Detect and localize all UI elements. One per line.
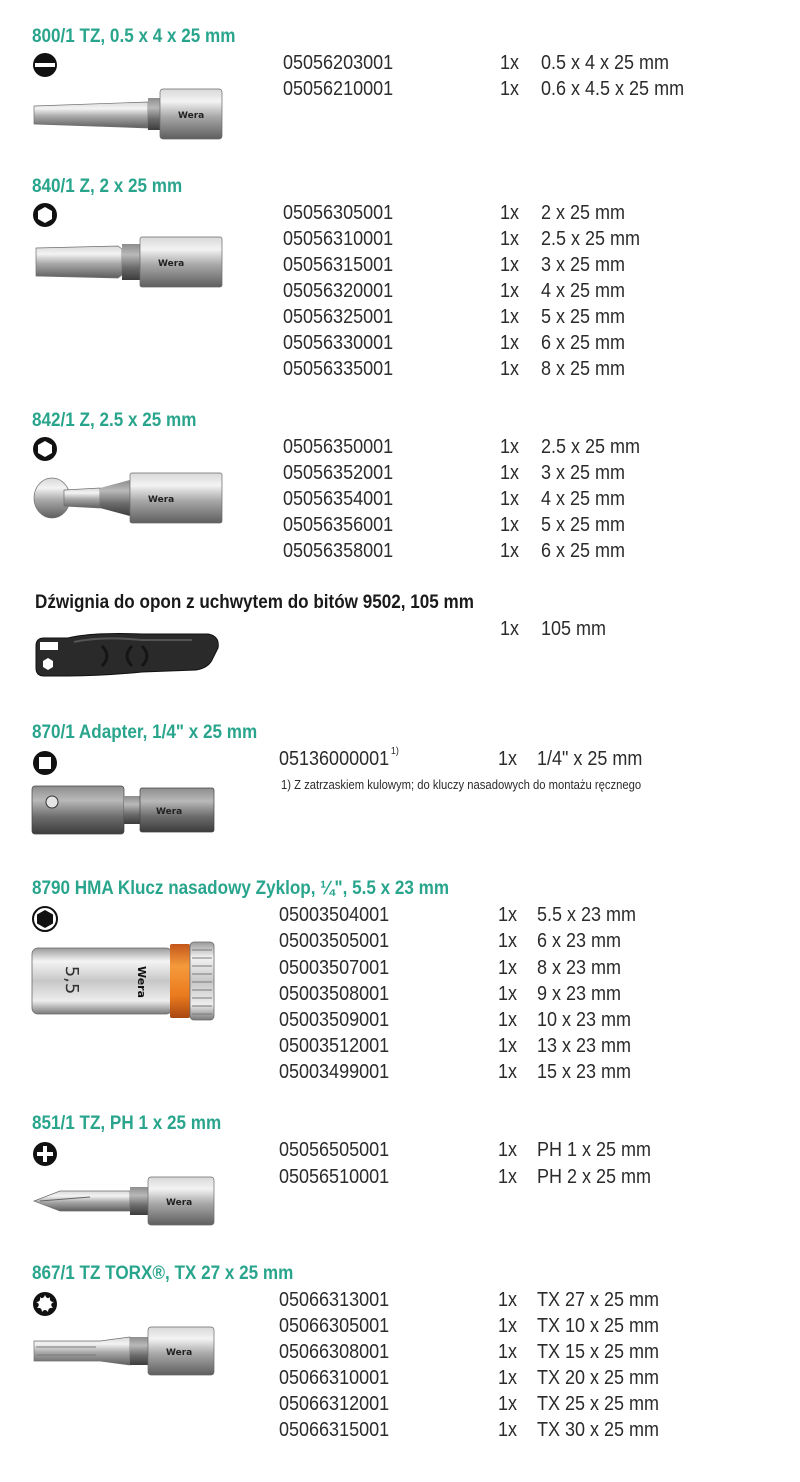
quantity: 1x bbox=[498, 1289, 518, 1311]
article-number: 05056505001 bbox=[279, 1139, 390, 1161]
size-spec: 13 x 23 mm bbox=[537, 1035, 632, 1057]
socket-size-marking: 5,5 bbox=[61, 965, 82, 995]
table-row bbox=[0, 52, 800, 78]
size-spec: 6 x 23 mm bbox=[537, 930, 622, 952]
size-spec: PH 2 x 25 mm bbox=[537, 1166, 652, 1188]
wera-logo: Wera bbox=[158, 259, 185, 269]
quantity: 1x bbox=[500, 52, 520, 74]
article-number: 05056352001 bbox=[283, 462, 394, 484]
table-row bbox=[0, 1035, 800, 1061]
quantity: 1x bbox=[500, 332, 520, 354]
size-spec: 1/4" x 25 mm bbox=[537, 748, 643, 770]
quantity: 1x bbox=[498, 904, 518, 926]
quantity: 1x bbox=[498, 1009, 518, 1031]
section-title: Dźwignia do opon z uchwytem do bitów 9502, 105 mm bbox=[35, 592, 474, 613]
table-row bbox=[0, 1166, 800, 1192]
article-number: 05056510001 bbox=[279, 1166, 390, 1188]
quantity: 1x bbox=[500, 78, 520, 100]
table-row bbox=[0, 904, 800, 930]
table-row bbox=[0, 332, 800, 358]
wera-logo: Wera bbox=[156, 807, 183, 817]
article-number: 05003508001 bbox=[279, 983, 390, 1005]
table-row bbox=[0, 280, 800, 306]
section-title: 867/1 TZ TORX®, TX 27 x 25 mm bbox=[32, 1263, 294, 1284]
size-spec: PH 1 x 25 mm bbox=[537, 1139, 652, 1161]
table-row bbox=[0, 358, 800, 384]
size-spec: 8 x 23 mm bbox=[537, 957, 622, 979]
table-row bbox=[0, 983, 800, 1009]
quantity: 1x bbox=[498, 1061, 518, 1083]
article-number: 05056310001 bbox=[283, 228, 394, 250]
article-number: 05003504001 bbox=[279, 904, 390, 926]
wera-logo: Wera bbox=[178, 111, 205, 121]
size-spec: 4 x 25 mm bbox=[541, 280, 626, 302]
table-row bbox=[0, 514, 800, 540]
size-spec: 10 x 23 mm bbox=[537, 1009, 632, 1031]
size-spec: 6 x 25 mm bbox=[541, 540, 626, 562]
table-row bbox=[0, 228, 800, 254]
adapter-image bbox=[30, 782, 220, 838]
quantity: 1x bbox=[500, 436, 520, 458]
wera-logo: Wera bbox=[166, 1348, 193, 1358]
table-row bbox=[0, 488, 800, 514]
wera-logo: Wera bbox=[166, 1198, 193, 1208]
quantity: 1x bbox=[500, 306, 520, 328]
quantity: 1x bbox=[498, 983, 518, 1005]
article-number: 05003499001 bbox=[279, 1061, 390, 1083]
table-row bbox=[0, 618, 800, 644]
quantity: 1x bbox=[500, 254, 520, 276]
quantity: 1x bbox=[498, 748, 518, 770]
wera-logo: Wera bbox=[135, 965, 148, 999]
size-spec: TX 30 x 25 mm bbox=[537, 1419, 660, 1441]
size-spec: 3 x 25 mm bbox=[541, 254, 626, 276]
article-number: 05056358001 bbox=[283, 540, 394, 562]
quantity: 1x bbox=[500, 358, 520, 380]
quantity: 1x bbox=[498, 1139, 518, 1161]
article-number: 05066312001 bbox=[279, 1393, 390, 1415]
size-spec: 6 x 25 mm bbox=[541, 332, 626, 354]
section-title: 870/1 Adapter, 1/4" x 25 mm bbox=[32, 722, 258, 743]
article-number: 05003505001 bbox=[279, 930, 390, 952]
article-number: 05066305001 bbox=[279, 1315, 390, 1337]
size-spec: 3 x 25 mm bbox=[541, 462, 626, 484]
table-row bbox=[0, 957, 800, 983]
article-number: 05056330001 bbox=[283, 332, 394, 354]
article-number: 05056356001 bbox=[283, 514, 394, 536]
article-number: 05003509001 bbox=[279, 1009, 390, 1031]
table-row bbox=[0, 1061, 800, 1087]
article-number: 05066315001 bbox=[279, 1419, 390, 1441]
section-title: 851/1 TZ, PH 1 x 25 mm bbox=[32, 1113, 222, 1134]
table-row bbox=[0, 1367, 800, 1393]
size-spec: 15 x 23 mm bbox=[537, 1061, 632, 1083]
table-row bbox=[0, 202, 800, 228]
article-number: 05056350001 bbox=[283, 436, 394, 458]
size-spec: 2.5 x 25 mm bbox=[541, 436, 641, 458]
article-number: 05056320001 bbox=[283, 280, 394, 302]
article-number: 05056210001 bbox=[283, 78, 394, 100]
section-title: 800/1 TZ, 0.5 x 4 x 25 mm bbox=[32, 26, 236, 47]
footnote-mark: 1) bbox=[390, 746, 399, 757]
table-row bbox=[0, 462, 800, 488]
article-number: 05066308001 bbox=[279, 1341, 390, 1363]
size-spec: 5 x 25 mm bbox=[541, 306, 626, 328]
article-number: 05056354001 bbox=[283, 488, 394, 510]
size-spec: 0.5 x 4 x 25 mm bbox=[541, 52, 670, 74]
article-number: 05056203001 bbox=[283, 52, 394, 74]
quantity: 1x bbox=[498, 1393, 518, 1415]
table-row bbox=[0, 1289, 800, 1315]
table-row bbox=[0, 540, 800, 566]
table-row bbox=[0, 254, 800, 280]
size-spec: 9 x 23 mm bbox=[537, 983, 622, 1005]
table-row bbox=[0, 436, 800, 462]
article-number: 05003507001 bbox=[279, 957, 390, 979]
article-number: 05003512001 bbox=[279, 1035, 390, 1057]
size-spec: 8 x 25 mm bbox=[541, 358, 626, 380]
quantity: 1x bbox=[500, 488, 520, 510]
quantity: 1x bbox=[498, 1166, 518, 1188]
table-row bbox=[0, 1341, 800, 1367]
article-number: 05056305001 bbox=[283, 202, 394, 224]
size-spec: TX 25 x 25 mm bbox=[537, 1393, 660, 1415]
quantity: 1x bbox=[500, 462, 520, 484]
table-row bbox=[0, 1393, 800, 1419]
table-row bbox=[0, 1139, 800, 1165]
section-title: 842/1 Z, 2.5 x 25 mm bbox=[32, 410, 197, 431]
size-spec: 2 x 25 mm bbox=[541, 202, 626, 224]
size-spec: TX 15 x 25 mm bbox=[537, 1341, 660, 1363]
quantity: 1x bbox=[500, 202, 520, 224]
article-number bbox=[279, 748, 399, 771]
size-spec: 2.5 x 25 mm bbox=[541, 228, 641, 250]
size-spec: 5 x 25 mm bbox=[541, 514, 626, 536]
article-number: 05056335001 bbox=[283, 358, 394, 380]
size-spec: TX 10 x 25 mm bbox=[537, 1315, 660, 1337]
table-row bbox=[0, 306, 800, 332]
size-spec: TX 20 x 25 mm bbox=[537, 1367, 660, 1389]
quantity: 1x bbox=[498, 1315, 518, 1337]
section-title: 8790 HMA Klucz nasadowy Zyklop, ¼", 5.5 x 23 mm bbox=[32, 878, 450, 899]
quantity: 1x bbox=[498, 930, 518, 952]
quantity: 1x bbox=[500, 228, 520, 250]
quantity: 1x bbox=[500, 514, 520, 536]
section-title: 840/1 Z, 2 x 25 mm bbox=[32, 176, 183, 197]
quantity: 1x bbox=[500, 540, 520, 562]
article-number: 05056315001 bbox=[283, 254, 394, 276]
size-spec: 105 mm bbox=[541, 618, 607, 640]
article-number: 05056325001 bbox=[283, 306, 394, 328]
quantity: 1x bbox=[498, 1341, 518, 1363]
article-number: 05066313001 bbox=[279, 1289, 390, 1311]
table-row bbox=[0, 748, 800, 774]
quantity: 1x bbox=[500, 280, 520, 302]
table-row bbox=[0, 1419, 800, 1445]
size-spec: TX 27 x 25 mm bbox=[537, 1289, 660, 1311]
quantity: 1x bbox=[498, 1367, 518, 1389]
article-number: 05066310001 bbox=[279, 1367, 390, 1389]
footnote: 1) Z zatrzaskiem kulowym; do kluczy nasadowych do montażu ręcznego bbox=[281, 778, 642, 792]
table-row bbox=[0, 930, 800, 956]
table-row bbox=[0, 1009, 800, 1035]
quantity: 1x bbox=[498, 1035, 518, 1057]
size-spec: 5.5 x 23 mm bbox=[537, 904, 637, 926]
table-row bbox=[0, 78, 800, 104]
quantity: 1x bbox=[498, 957, 518, 979]
wera-logo: Wera bbox=[148, 495, 175, 505]
article-number-value: 05136000001 bbox=[279, 748, 390, 770]
table-row bbox=[0, 1315, 800, 1341]
quantity: 1x bbox=[498, 1419, 518, 1441]
size-spec: 4 x 25 mm bbox=[541, 488, 626, 510]
quantity: 1x bbox=[500, 618, 520, 640]
size-spec: 0.6 x 4.5 x 25 mm bbox=[541, 78, 685, 100]
